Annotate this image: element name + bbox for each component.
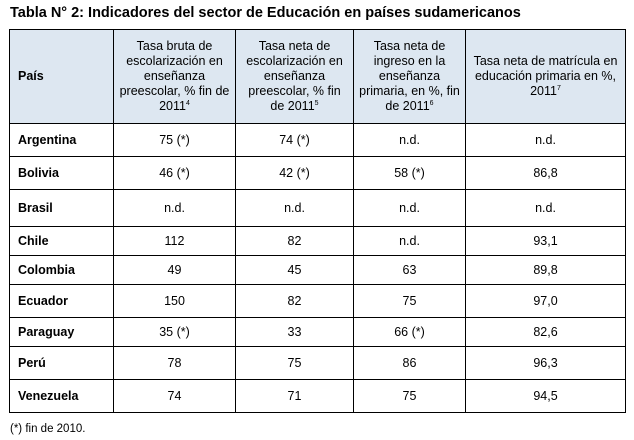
footnote-ref-6: 6 [429, 99, 434, 107]
net-intake-cell: n.d. [354, 190, 466, 227]
net-intake-cell: 66 (*) [354, 318, 466, 347]
net-preschool-cell: 75 [236, 347, 354, 380]
footnote-ref-7: 7 [556, 84, 561, 92]
net-intake-cell: n.d. [354, 124, 466, 157]
footnote-ref-5: 5 [314, 99, 319, 107]
header-country-label: País [18, 69, 44, 83]
header-gross-preschool-label: Tasa bruta de escolarización en enseñanza preescolar, % fin de 2011 [119, 39, 230, 113]
gross-preschool-cell: 35 (*) [114, 318, 236, 347]
header-net-intake-primary [354, 30, 466, 124]
net-preschool-cell: 82 [236, 227, 354, 256]
net-preschool-cell: 42 (*) [236, 157, 354, 190]
net-intake-cell: 75 [354, 380, 466, 413]
table-row [10, 318, 626, 347]
table-row [10, 256, 626, 285]
footnote-ref-4: 4 [185, 99, 190, 107]
net-enrolment-cell: n.d. [466, 124, 626, 157]
gross-preschool-cell: 78 [114, 347, 236, 380]
country-cell: Bolivia [10, 157, 114, 190]
net-enrolment-cell: n.d. [466, 190, 626, 227]
table-row [10, 380, 626, 413]
education-indicators-table [9, 29, 626, 413]
gross-preschool-cell: 74 [114, 380, 236, 413]
header-net-enrolment-primary [466, 30, 626, 124]
net-enrolment-cell: 86,8 [466, 157, 626, 190]
country-cell: Chile [10, 227, 114, 256]
country-cell: Colombia [10, 256, 114, 285]
gross-preschool-cell: 46 (*) [114, 157, 236, 190]
header-net-enrolment-primary-label: Tasa neta de matrícula en educación primaria en %, 2011 [473, 54, 618, 98]
net-intake-cell: 58 (*) [354, 157, 466, 190]
net-enrolment-cell: 93,1 [466, 227, 626, 256]
net-preschool-cell: 33 [236, 318, 354, 347]
net-intake-cell: 63 [354, 256, 466, 285]
gross-preschool-cell: n.d. [114, 190, 236, 227]
gross-preschool-cell: 49 [114, 256, 236, 285]
net-enrolment-cell: 89,8 [466, 256, 626, 285]
country-cell: Ecuador [10, 285, 114, 318]
country-cell: Argentina [10, 124, 114, 157]
table-row [10, 124, 626, 157]
net-preschool-cell: 71 [236, 380, 354, 413]
country-cell: Paraguay [10, 318, 114, 347]
gross-preschool-cell: 112 [114, 227, 236, 256]
table-body [10, 124, 626, 413]
table-row [10, 157, 626, 190]
net-enrolment-cell: 96,3 [466, 347, 626, 380]
table-title: Tabla N° 2: Indicadores del sector de Educación en países sudamericanos [10, 5, 521, 21]
country-cell: Venezuela [10, 380, 114, 413]
gross-preschool-cell: 75 (*) [114, 124, 236, 157]
net-intake-cell: n.d. [354, 227, 466, 256]
net-intake-cell: 86 [354, 347, 466, 380]
header-country [10, 30, 114, 124]
gross-preschool-cell: 150 [114, 285, 236, 318]
country-cell: Perú [10, 347, 114, 380]
table-row [10, 285, 626, 318]
net-preschool-cell: 45 [236, 256, 354, 285]
net-enrolment-cell: 94,5 [466, 380, 626, 413]
table-row [10, 190, 626, 227]
net-preschool-cell: 82 [236, 285, 354, 318]
header-gross-preschool [114, 30, 236, 124]
country-cell: Brasil [10, 190, 114, 227]
net-preschool-cell: 74 (*) [236, 124, 354, 157]
header-net-preschool [236, 30, 354, 124]
net-preschool-cell: n.d. [236, 190, 354, 227]
table-row [10, 347, 626, 380]
header-row [10, 30, 626, 124]
net-intake-cell: 75 [354, 285, 466, 318]
net-enrolment-cell: 82,6 [466, 318, 626, 347]
table-row [10, 227, 626, 256]
net-enrolment-cell: 97,0 [466, 285, 626, 318]
header-net-intake-primary-label: Tasa neta de ingreso en la enseñanza primaria, en %, fin de 2011 [359, 39, 460, 113]
header-net-preschool-label: Tasa neta de escolarización en enseñanza preescolar, % fin de 2011 [246, 39, 343, 113]
footnote: (*) fin de 2010. [10, 423, 86, 435]
